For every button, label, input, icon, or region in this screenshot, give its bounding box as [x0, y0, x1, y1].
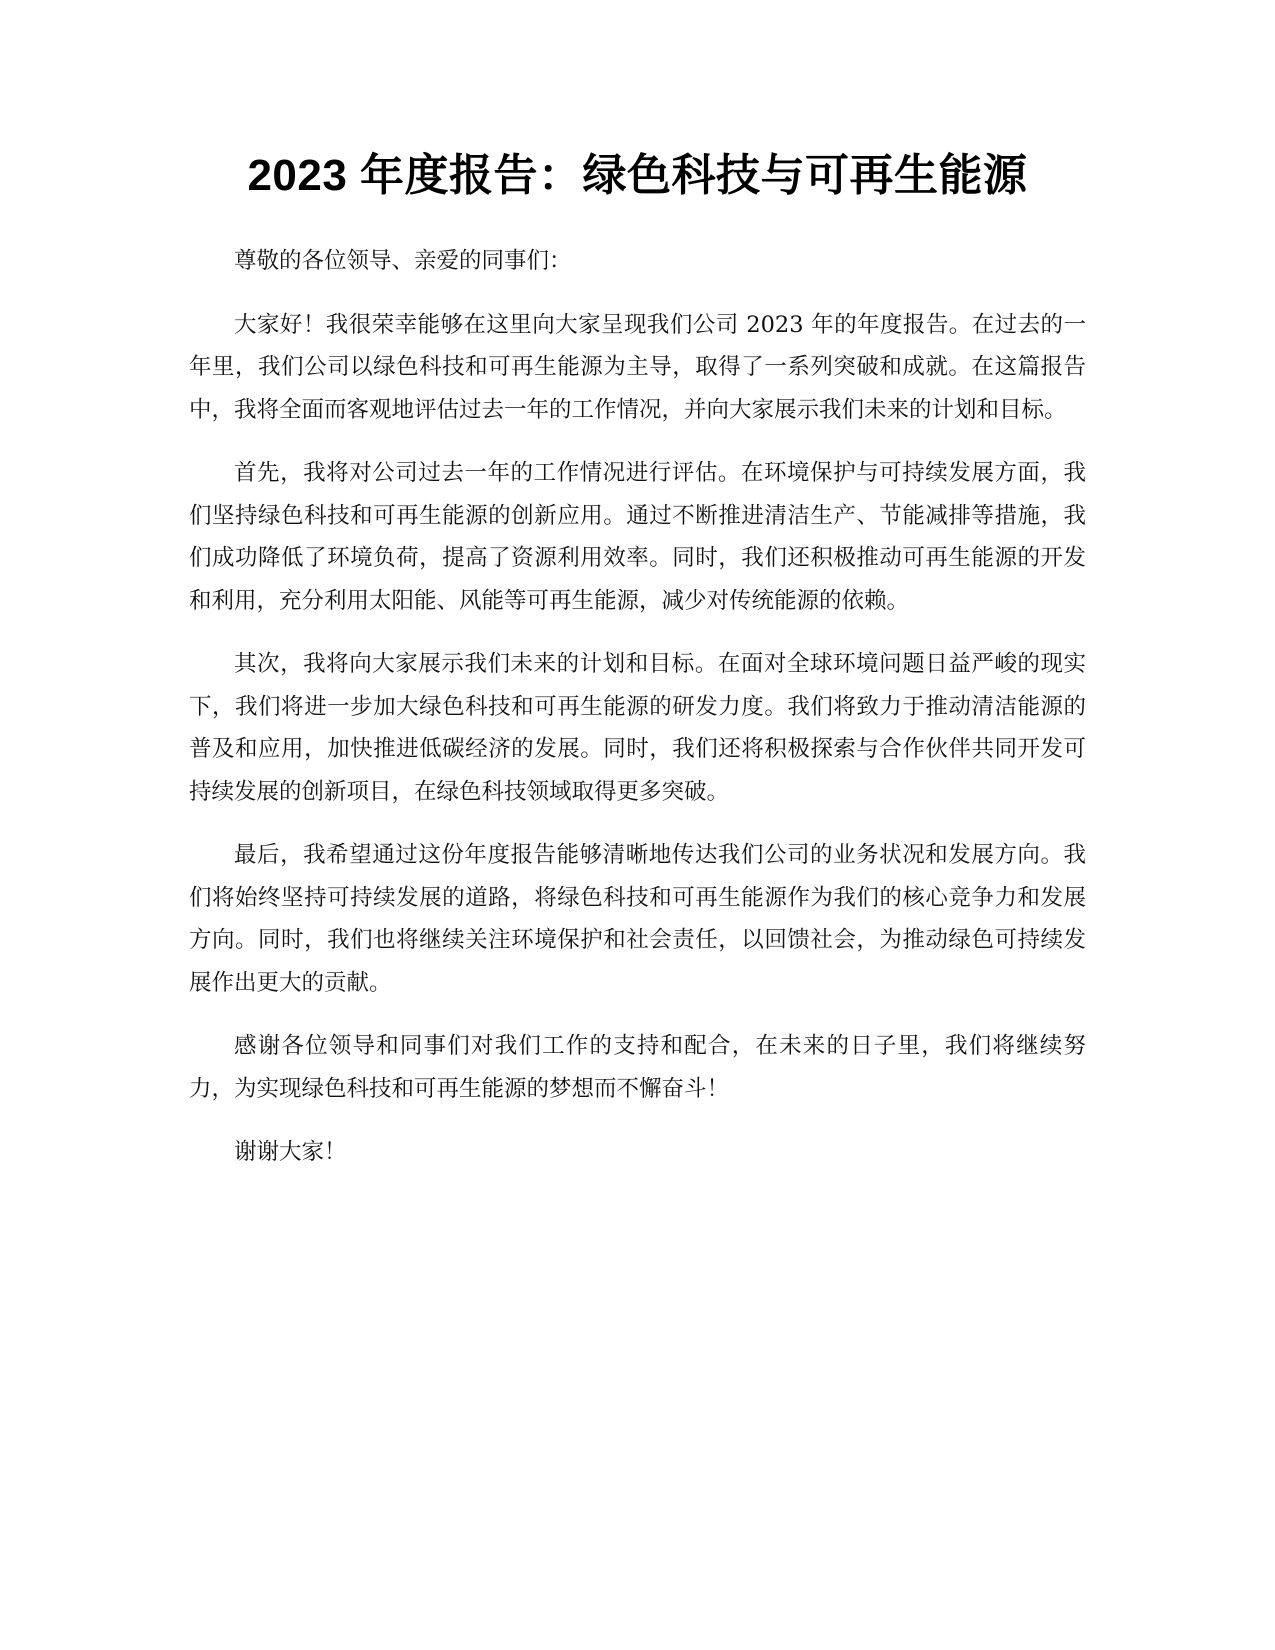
document-body	[189, 240, 1086, 1195]
paragraph-evaluation: 首先，我将对公司过去一年的工作情况进行评估。在环境保护与可持续发展方面，我们坚持绿色科技和可再生能源的创新应用。通过不断推进清洁生产、节能减排等措施，我们成功降低了环境负荷，提高了资源利用效率。同时，我们还积极推动可再生能源的开发和利用，充分利用太阳能、风能等可再生能源，减少对传统能源的依赖。	[189, 460, 1086, 614]
paragraph-closing: 谢谢大家！	[234, 1139, 347, 1165]
paragraph-greeting: 尊敬的各位领导、亲爱的同事们：	[234, 248, 572, 274]
paragraph-future-plans: 其次，我将向大家展示我们未来的计划和目标。在面对全球环境问题日益严峻的现实下，我们将进一步加大绿色科技和可再生能源的研发力度。我们将致力于推动清洁能源的普及和应用，加快推进低碳经济的发展。同时，我们还将积极探索与合作伙伴共同开发可持续发展的创新项目，在绿色科技领域取得更多突破。	[189, 651, 1086, 805]
paragraph-thanks: 感谢各位领导和同事们对我们工作的支持和配合，在未来的日子里，我们将继续努力，为实现绿色科技和可再生能源的梦想而不懈奋斗！	[189, 1033, 1086, 1102]
paragraph-conclusion: 最后，我希望通过这份年度报告能够清晰地传达我们公司的业务状况和发展方向。我们将始终坚持可持续发展的道路，将绿色科技和可再生能源作为我们的核心竞争力和发展方向。同时，我们也将继续关注环境保护和社会责任，以回馈社会，为推动绿色可持续发展作出更大的贡献。	[189, 842, 1086, 996]
document-title: 2023 年度报告：绿色科技与可再生能源	[247, 151, 1028, 200]
paragraph-introduction: 大家好！我很荣幸能够在这里向大家呈现我们公司 2023 年的年度报告。在过去的一年里，我们公司以绿色科技和可再生能源为主导，取得了一系列突破和成就。在这篇报告中，我将全面而客观地评估过去一年的工作情况，并向大家展示我们未来的计划和目标。	[189, 311, 1086, 423]
